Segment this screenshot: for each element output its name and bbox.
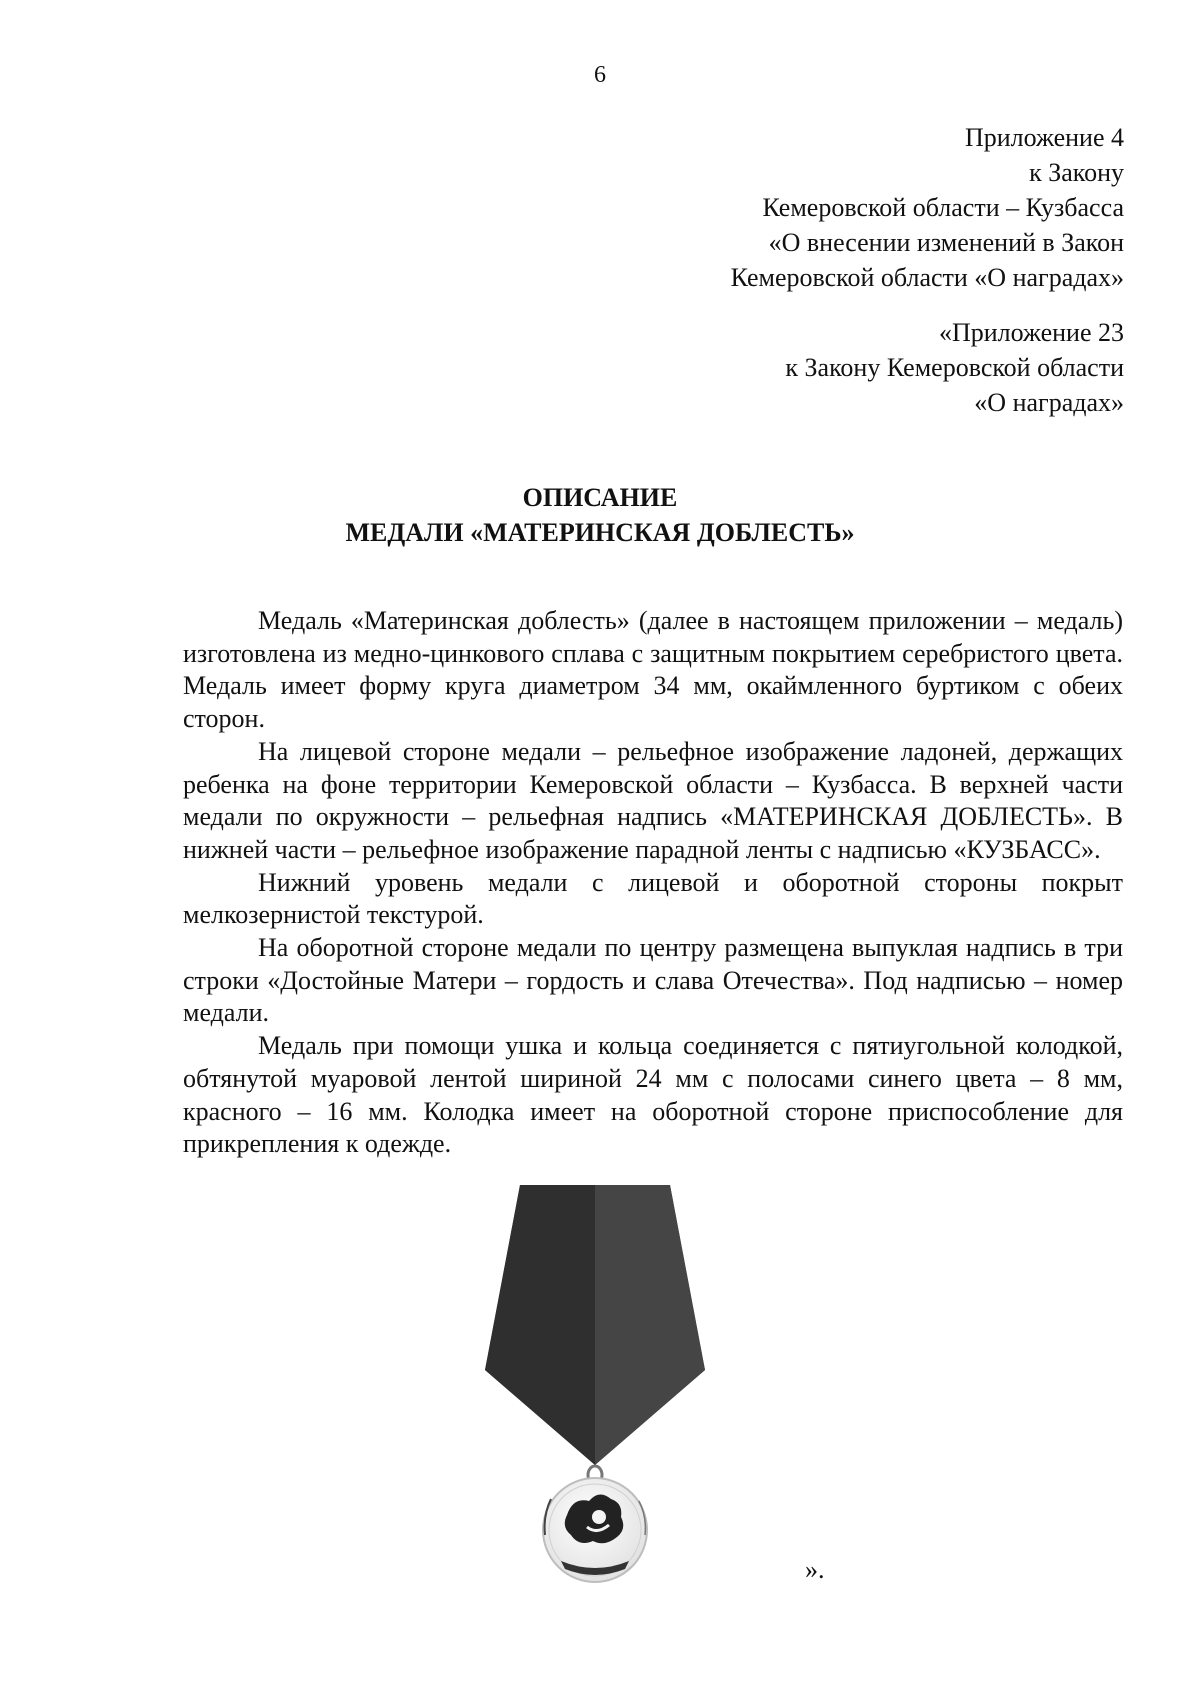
appendix-line: Кемеровской области – Кузбасса — [762, 193, 1124, 222]
medal-image — [475, 1185, 715, 1585]
appendix-header — [731, 120, 1124, 295]
appendix-line: к Закону — [1029, 158, 1124, 187]
inner-appendix-header — [785, 315, 1124, 420]
body-paragraph: Медаль при помощи ушка и кольца соединяется с пятиугольной колодкой, обтянутой муаровой лентой шириной 24 мм с полосами синего цвета – 8 мм, красного – 16 мм. Колодка имеет на оборотной стороне приспособление для прикрепления к одежде. — [183, 1031, 1123, 1159]
page-number: 6 — [594, 62, 606, 88]
inner-appendix-line: к Закону Кемеровской области — [785, 353, 1124, 382]
appendix-line: «О внесении изменений в Закон — [768, 228, 1124, 257]
inner-appendix-line: «Приложение 23 — [938, 318, 1124, 347]
title-line-1: ОПИСАНИЕ — [522, 483, 678, 512]
body-paragraph: Нижний уровень медали с лицевой и оборотной стороны покрыт мелкозернистой текстурой. — [183, 867, 1123, 930]
inner-appendix-line: «О наградах» — [974, 388, 1124, 417]
closing-quote: ». — [805, 1555, 825, 1584]
appendix-line: Приложение 4 — [964, 123, 1124, 152]
document-body — [183, 605, 1123, 1161]
body-paragraph: На оборотной стороне медали по центру размещена выпуклая надпись в три строки «Достойные Матери – гордость и слава Отечества». Под надписью – номер медали. — [183, 933, 1123, 1028]
body-paragraph: На лицевой стороне медали – рельефное изображение ладоней, держащих ребенка на фоне территории Кемеровской области – Кузбасса. В верхней части медали по окружности – рельефная надпись «МАТЕРИНСКАЯ ДОБЛЕСТЬ». В нижней части – рельефное изображение парадной ленты с надписью «КУЗБАСС». — [183, 736, 1123, 864]
document-title — [0, 480, 1200, 550]
title-line-2: МЕДАЛИ «МАТЕРИНСКАЯ ДОБЛЕСТЬ» — [345, 518, 855, 547]
appendix-line: Кемеровской области «О наградах» — [730, 263, 1124, 292]
body-paragraph: Медаль «Материнская доблесть» (далее в настоящем приложении – медаль) изготовлена из медно-цинкового сплава с защитным покрытием серебристого цвета. Медаль имеет форму круга диаметром 34 мм, окаймленного буртиком с обеих сторон. — [183, 606, 1123, 734]
